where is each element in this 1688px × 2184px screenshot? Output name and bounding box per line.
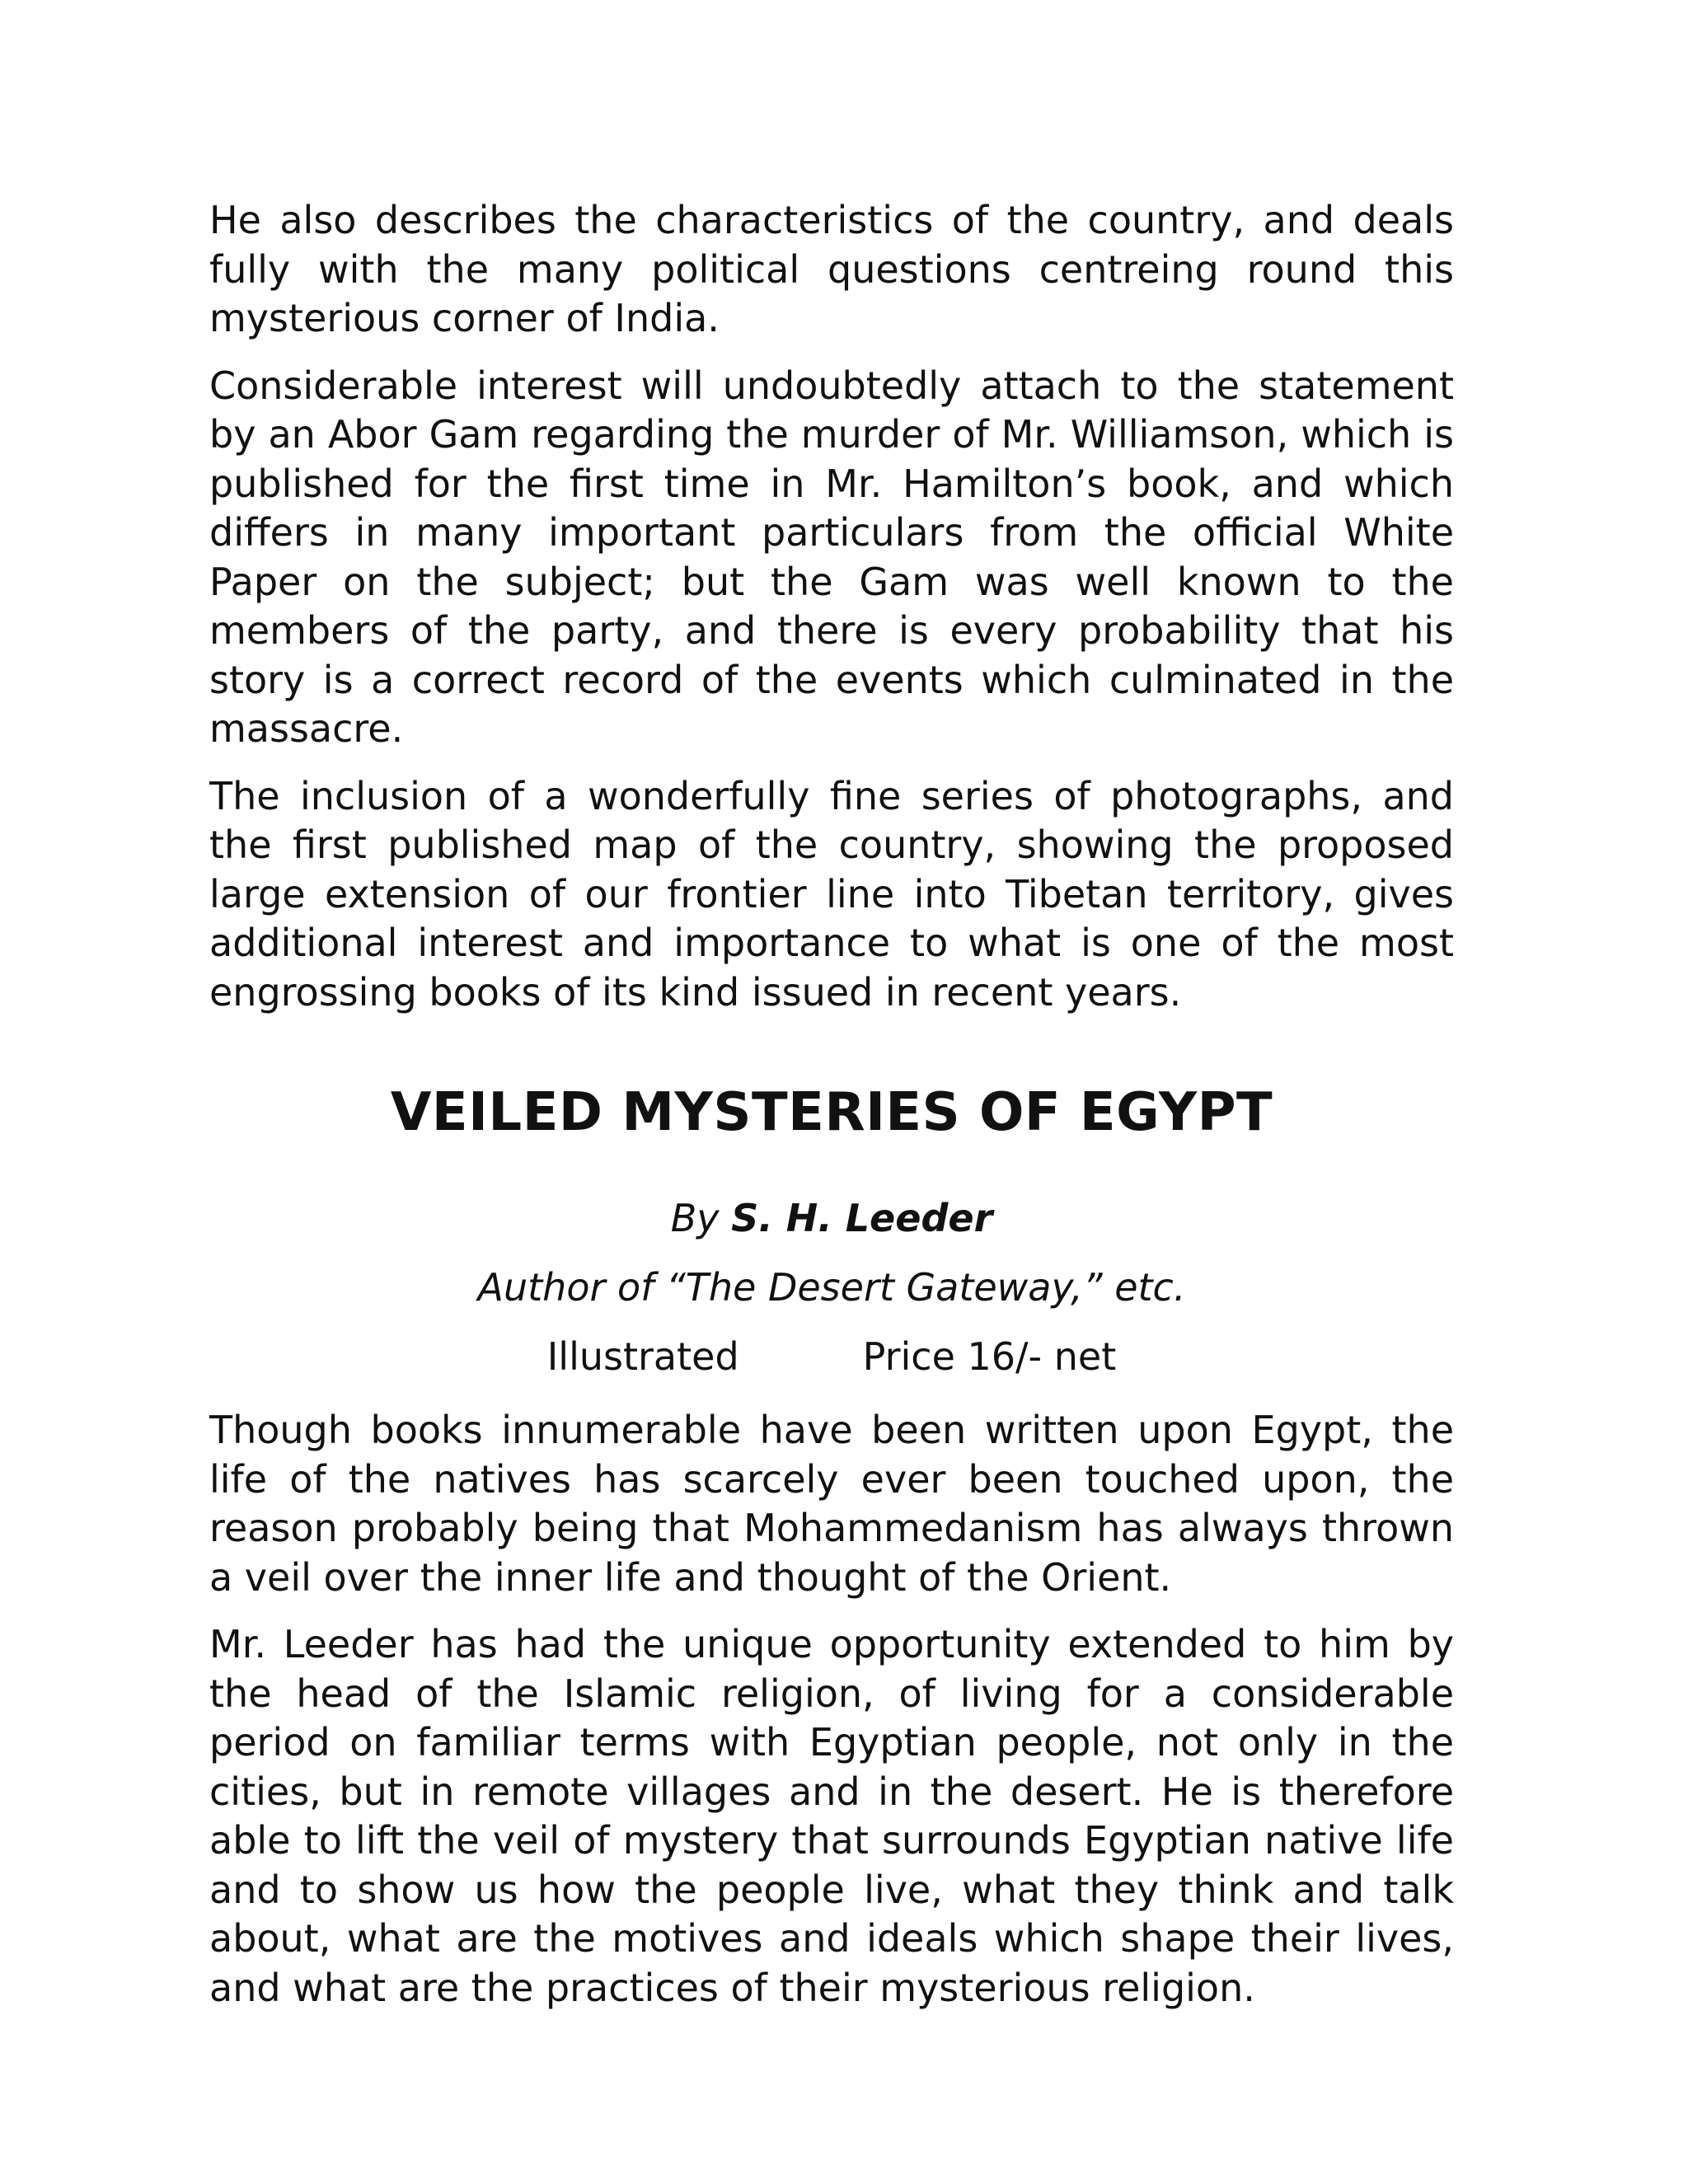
paragraph: Considerable interest will undoubtedly attach to the statement by an Abor Gam regarding the murder of Mr. Williamson, which is published for the first time in Mr. Hamilton’s book, and which differs in many important particulars from the official White Paper on the subject; but the Gam was well known to the members of the party, and there is every probability that his story is a correct record of the events which culminated in the massacre. [209,363,1454,751]
document-page [209,196,1454,2031]
paragraph: Mr. Leeder has had the unique opportunity extended to him by the head of the Islamic religion, of living for a considerable period on familiar terms with Egyptian people, not only in the cities, but in remote villages and in the desert. He is therefore able to lift the veil of mystery that surrounds Egyptian native life and to show us how the people live, what they think and talk about, what are the motives and ideals which shape their lives, and what are the practices of their mysterious religion. [209,1622,1454,2010]
by-label: By [670,1196,720,1240]
price-label: Price 16/- net [862,1334,1117,1379]
paragraph: Though books innumerable have been written upon Egypt, the life of the natives has scarcely ever been touched upon, the reason probably being that Mohammedanism has always thrown a veil over the inner life and thought of the Orient. [209,1408,1454,1600]
byline [209,1193,1454,1243]
price-line [209,1332,1454,1381]
book-title: VEILED MYSTERIES OF EGYPT [390,1082,1273,1143]
author-name: S. H. Leeder [731,1196,993,1240]
paragraph: He also describes the characteristics of the country, and deals fully with the many political questions centreing round this mysterious corner of India. [209,198,1454,340]
author-credits: Author of “The Desert Gateway,” etc. [477,1265,1186,1310]
book-description [209,1406,1454,2013]
illustrated-label: Illustrated [546,1334,739,1379]
paragraph: The inclusion of a wonderfully fine series of photographs, and the first published map of the country, showing the proposed large extension of our frontier line into Tibetan territory, gives additional interest and importance to what is one of the most engrossing books of its kind issued in recent years. [209,773,1454,1015]
